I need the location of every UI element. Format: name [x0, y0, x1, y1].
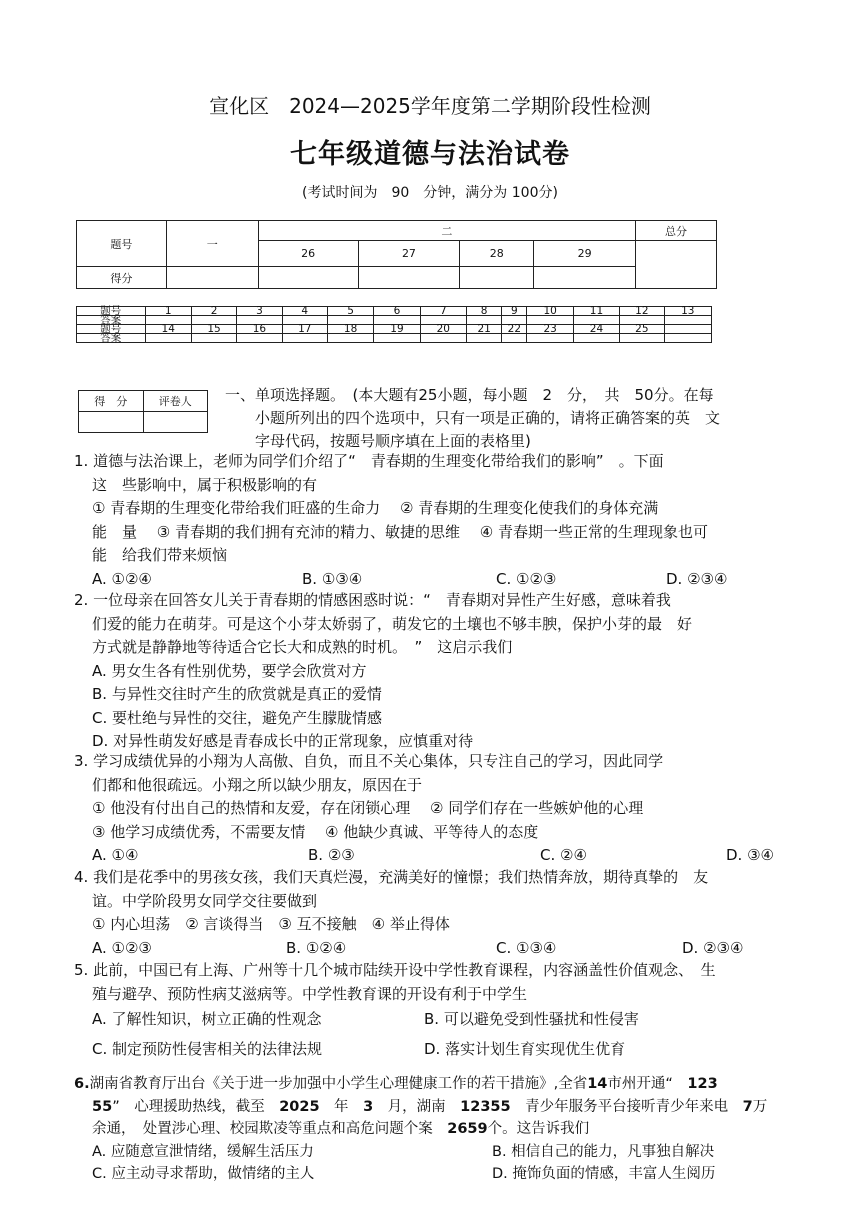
question-text-part: 青少年服务平台接听青少年来电 [510, 1098, 743, 1115]
question-text: 方式就是静静地等待适合它长大和成熟的时机。 ” 这启示我们 [92, 638, 513, 656]
option-c[interactable]: C. ②④ [540, 846, 587, 864]
option-b[interactable]: B. ①③④ [302, 569, 363, 588]
answer-num: 19 [374, 325, 420, 334]
answer-tihao-label: 题号 [77, 307, 146, 316]
answer-tihao-label: 题号 [77, 325, 146, 334]
grader-box [78, 390, 208, 433]
question-text: 们爱的能力在萌芽。可是这个小芽太娇弱了，萌发它的土壤也不够丰腴，保护小芽的最 好 [92, 614, 693, 633]
question-text-part: 月，湖南 [373, 1098, 461, 1115]
answer-num: 18 [327, 325, 373, 334]
answer-num: 21 [467, 325, 502, 334]
answer-num: 17 [282, 325, 327, 334]
question-text: ① 内心坦荡 ② 言谈得当 ③ 互不接触 ④ 举止得体 [92, 915, 450, 933]
question-text [74, 1118, 794, 1141]
score-defen-header: 得分 [77, 267, 167, 289]
score-total-cell [636, 241, 717, 289]
option-a[interactable]: A. ①②④ [92, 569, 152, 588]
question-text [74, 1073, 794, 1096]
option-d[interactable]: D. 掩饰负面的情感，丰富人生阅历 [492, 1166, 716, 1182]
option-row [74, 1163, 794, 1186]
answer-num: 24 [573, 325, 619, 334]
question-text: ① 他没有付出自己的热情和友爱，存在闭锁心理 ② 同学们存在一些嫉妒他的心理 [92, 799, 644, 817]
grader-name-label: 评卷人 [143, 391, 208, 412]
answer-num: 5 [327, 307, 373, 316]
answer-num: 4 [282, 307, 327, 316]
question-text: 谊。中学阶段男女同学交往要做到 [92, 891, 318, 910]
question-text-part: 市州开通“ [607, 1076, 688, 1092]
option-a[interactable]: A. 了解性知识，树立正确的性观念 [92, 1010, 322, 1028]
score-col-28: 28 [460, 241, 534, 267]
option-a[interactable]: A. ①②③ [92, 938, 152, 957]
question-text: 殖与避孕、预防性病艾滋病等。中学性教育课的开设有利于中学生 [92, 984, 528, 1003]
question-text: 1. 道德与法治课上，老师为同学们介绍了“ 青春期的生理变化带给我们的影响” 。下面 [74, 452, 664, 470]
option-c[interactable]: C. 制定预防性侵害相关的法律法规 [92, 1039, 323, 1058]
answer-num: 6 [374, 307, 420, 316]
option-row [74, 1038, 794, 1062]
question-1 [74, 450, 794, 591]
option-d[interactable]: D. 对异性萌发好感是青春成长中的正常现象，应慎重对待 [92, 732, 474, 750]
answer-num: 10 [527, 307, 573, 316]
answer-num: 3 [237, 307, 282, 316]
option-c[interactable]: C. 应主动寻求帮助，做情绪的主人 [92, 1166, 315, 1182]
question-text: 3. 学习成绩优异的小翔为人高傲、自负，而且不关心集体，只专注自己的学习，因此同学 [74, 752, 664, 770]
answer-num: 13 [664, 307, 711, 316]
option-row [74, 1008, 794, 1032]
answer-num [664, 325, 711, 334]
question-number: 6. [74, 1076, 90, 1092]
answer-num: 20 [420, 325, 466, 334]
option-d[interactable]: D. ②③④ [666, 569, 728, 588]
exam-district-title: 宣化区 2024—2025学年度第二学期阶段性检测 [209, 94, 651, 118]
score-col-27: 27 [358, 241, 460, 267]
question-text-part: 湖南省教育厅出台《关于进一步加强中小学生心理健康工作的若干措施》,全省 [89, 1076, 588, 1092]
answer-num: 7 [420, 307, 466, 316]
exam-subject-title: 七年级道德与法治试卷 [290, 139, 570, 170]
question-6 [74, 1073, 794, 1186]
question-text: ③ 他学习成绩优秀，不需要友情 ④ 他缺少真诚、平等待人的态度 [92, 822, 539, 841]
question-text: 2. 一位母亲在回答女儿关于青春期的情感困惑时说：“ 青春期对异性产生好感，意味着我 [74, 591, 671, 609]
section-1-line: 字母代码，按题号顺序填在上面的表格里) [255, 432, 531, 450]
answer-cell[interactable] [664, 334, 711, 343]
grader-name-cell [143, 412, 208, 433]
answer-table [76, 306, 712, 343]
score-total-header: 总分 [636, 221, 717, 241]
question-text-part: 年 [319, 1098, 364, 1115]
grader-score-cell [79, 412, 144, 433]
option-a[interactable]: A. ①④ [92, 846, 139, 864]
question-text: ① 青春期的生理变化带给我们旺盛的生命力 ② 青春期的生理变化使我们的身体充满 [92, 499, 659, 517]
option-row [74, 937, 794, 961]
answer-num: 12 [620, 307, 664, 316]
question-text-part: 3 [363, 1098, 374, 1115]
answer-daan-label: 答案 [77, 316, 146, 325]
question-text-part: 2659 [447, 1121, 488, 1137]
option-b[interactable]: B. ②③ [308, 846, 355, 864]
question-text-part: 12355 [460, 1098, 511, 1115]
answer-num: 9 [502, 307, 527, 316]
answer-num: 25 [620, 325, 664, 334]
question-text: 能 给我们带来烦恼 [92, 546, 228, 564]
answer-num: 8 [467, 307, 502, 316]
question-text-part: 万 [752, 1098, 768, 1115]
question-text: 这 些影响中，属于积极影响的有 [92, 475, 318, 494]
answer-num: 22 [502, 325, 527, 334]
question-text: 4. 我们是花季中的男孩女孩，我们天真烂漫，充满美好的憧憬；我们热情奔放，期待真挚的 友 [74, 868, 709, 886]
question-text-part: 2025 [279, 1098, 320, 1115]
grader-score-label: 得 分 [79, 391, 144, 412]
score-cell [358, 267, 460, 289]
answer-num: 14 [145, 325, 191, 334]
answer-num: 16 [237, 325, 282, 334]
question-text: 5. 此前，中国已有上海、广州等十几个城市陆续开设中学性教育课程，内容涵盖性价值观念、 生 [74, 961, 716, 979]
score-cell [258, 267, 358, 289]
section-1-line: 小题所列出的四个选项中，只有一项是正确的，请将正确答案的英 文 [255, 409, 721, 427]
question-text-part: 123 [687, 1076, 718, 1092]
answer-num: 23 [527, 325, 573, 334]
question-text-part: 7 [742, 1098, 753, 1115]
option-d[interactable]: D. 落实计划生育实现优生优育 [424, 1039, 626, 1058]
answer-num: 2 [191, 307, 236, 316]
score-section-2: 二 [258, 221, 635, 241]
score-cell [534, 267, 636, 289]
exam-time-note: (考试时间为 90 分钟，满分为 100分) [302, 185, 558, 201]
question-text-part: ” 心理援助热线，截至 [112, 1098, 280, 1115]
option-row [74, 568, 794, 592]
score-section-1: 一 [166, 221, 258, 267]
option-row [74, 1141, 794, 1164]
option-row [74, 844, 794, 868]
option-a[interactable]: A. 应随意宣泄情绪，缓解生活压力 [92, 1143, 314, 1160]
score-col-29: 29 [534, 241, 636, 267]
question-2 [74, 589, 794, 754]
question-5 [74, 959, 794, 1061]
score-cell [166, 267, 258, 289]
score-cell [460, 267, 534, 289]
option-d[interactable]: D. ③④ [726, 846, 774, 864]
score-tihao-header: 题号 [77, 221, 167, 267]
option-b[interactable]: B. 与异性交往时产生的欣赏就是真正的爱情 [92, 685, 382, 703]
question-text-part: 余通， 处置涉心理、校园欺凌等重点和高危问题个案 [92, 1121, 448, 1137]
score-table [76, 220, 717, 289]
question-text-part: 55 [92, 1098, 113, 1115]
question-text: 能 量 ③ 青春期的我们拥有充沛的精力、敏捷的思维 ④ 青春期一些正常的生理现象也可 [92, 522, 708, 541]
question-text-part: 14 [587, 1076, 608, 1092]
answer-num: 1 [145, 307, 191, 316]
option-a[interactable]: A. 男女生各有性别优势，要学会欣赏对方 [92, 661, 367, 680]
question-text [74, 1096, 794, 1119]
option-c[interactable]: C. ①③④ [496, 938, 557, 957]
option-c[interactable]: C. 要杜绝与异性的交往，避免产生朦胧情感 [92, 708, 383, 727]
section-1-heading: 一、单项选择题。 (本大题有25小题，每小题 2 分， 共 50分。在每 [225, 386, 714, 404]
answer-num: 15 [191, 325, 236, 334]
score-col-26: 26 [258, 241, 358, 267]
question-3 [74, 750, 794, 868]
question-text-part: 个。这告诉我们 [487, 1121, 590, 1137]
answer-daan-label: 答案 [77, 334, 146, 343]
question-text: 们都和他很疏远。小翔之所以缺少朋友，原因在于 [92, 775, 423, 794]
question-4 [74, 866, 794, 960]
option-d[interactable]: D. ②③④ [682, 938, 744, 957]
option-b[interactable]: B. ①②④ [286, 938, 347, 957]
section-1-instructions [225, 384, 785, 453]
answer-num: 11 [573, 307, 619, 316]
option-b[interactable]: B. 相信自己的能力，凡事独自解决 [492, 1143, 715, 1160]
option-c[interactable]: C. ①②③ [496, 569, 557, 588]
option-b[interactable]: B. 可以避免受到性骚扰和性侵害 [424, 1010, 639, 1028]
